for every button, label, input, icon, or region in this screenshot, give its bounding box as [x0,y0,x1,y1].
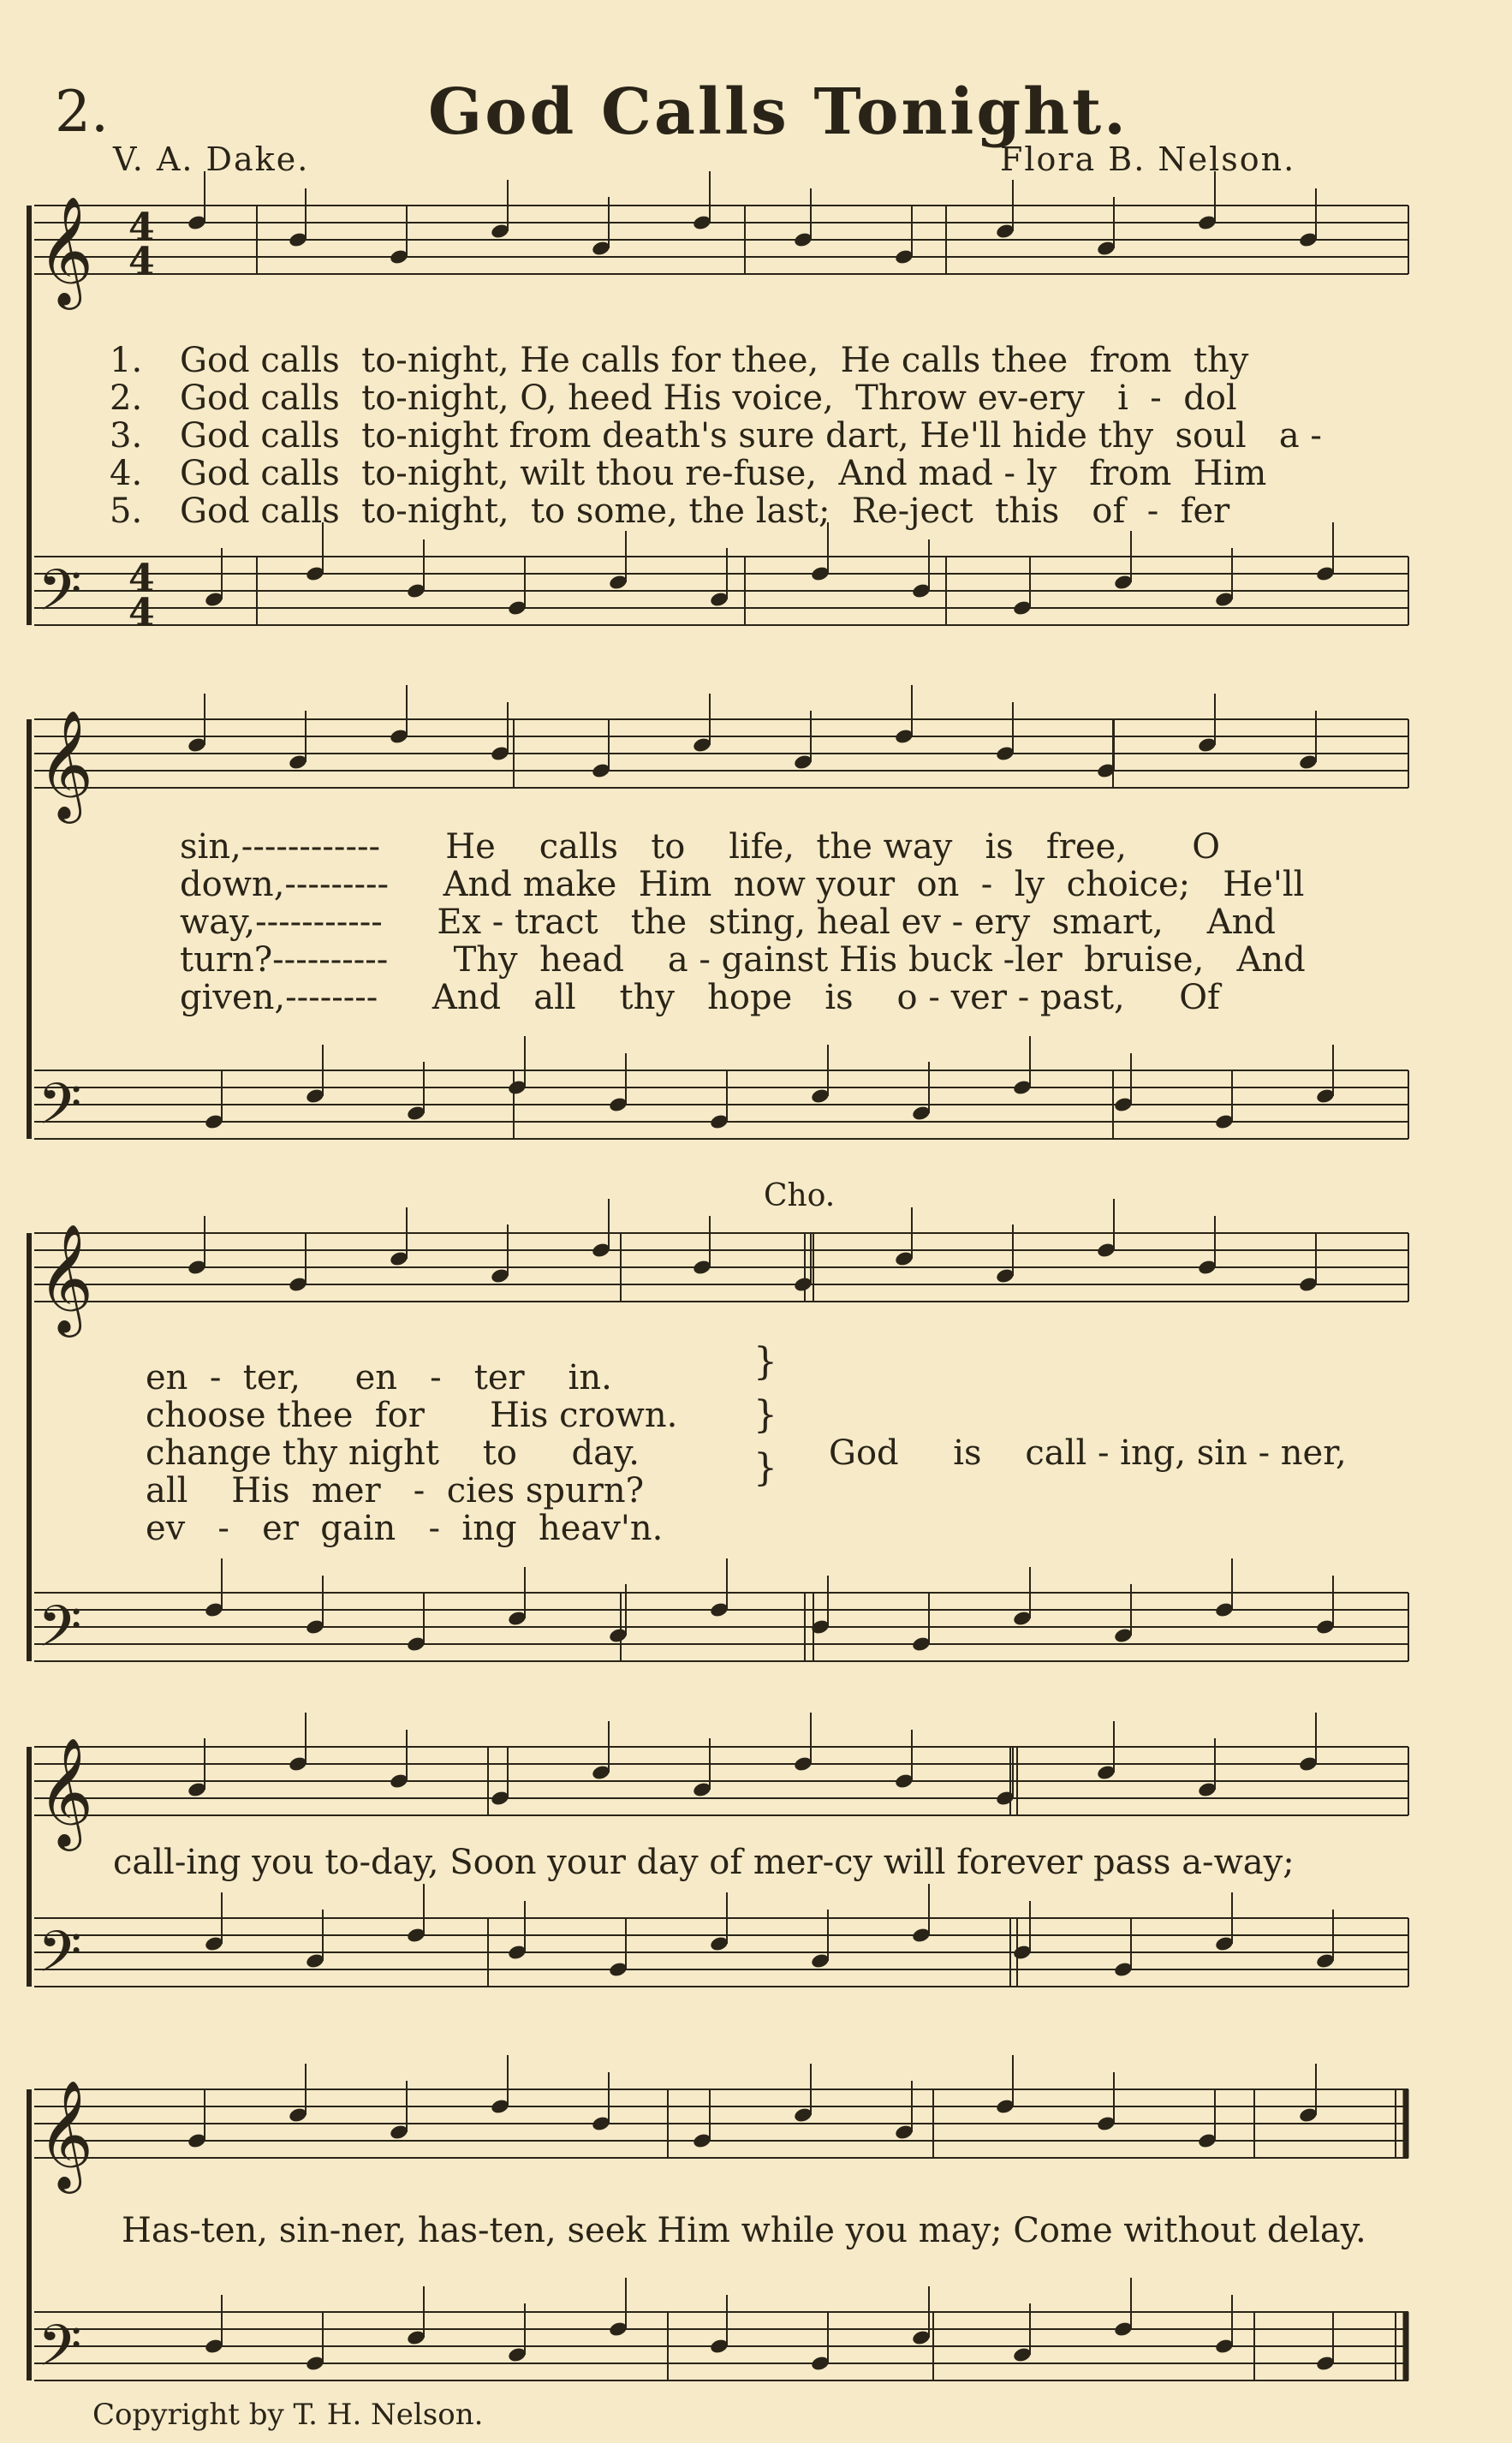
svg-text:𝄞: 𝄞 [38,1737,94,1846]
verse-number: 3. [110,416,143,456]
svg-text:𝄞: 𝄞 [38,2079,94,2189]
lyric-line: God calls to-night, He calls for thee, He calls thee from thy [180,341,1249,380]
svg-text:𝄢: 𝄢 [38,1594,82,1673]
staff-system-1-treble [34,206,1408,274]
verse-number: 1. [110,341,143,380]
svg-text:𝄢: 𝄢 [38,1919,82,1999]
lyric-line: way,----------- Ex - tract the sting, heal ev - ery smart, And [180,903,1276,942]
lyric-line: God calls to-night, to some, the last; Re-ject this of - fer [180,492,1230,531]
hymn-number: 2. [55,79,109,145]
lyric-line: down,--------- And make Him now your on - ly choice; He'll [180,865,1305,904]
lyric-line: all His mer - cies spurn? [146,1471,645,1510]
lyric-line: ev - er gain - ing heav'n. [146,1509,664,1548]
lyric-line: choose thee for His crown. [146,1396,678,1435]
svg-text:𝄞: 𝄞 [38,709,94,819]
chorus-lyric-line: God is call - ing, sin - ner, [829,1433,1347,1473]
verse-number: 2. [110,378,143,418]
verse-number: 4. [110,454,143,493]
svg-text:4: 4 [128,557,155,600]
author-credit: Flora B. Nelson. [1000,140,1296,178]
verse-number: 5. [110,492,143,531]
lyric-line: God calls to-night from death's sure dart, He'll hide thy soul a - [180,416,1322,456]
svg-text:𝄢: 𝄢 [38,557,82,637]
lyric-line: change thy night to day. [146,1433,640,1473]
lyric-line: turn?---------- Thy head a - gainst His buck -ler bruise, And [180,940,1306,980]
svg-text:𝄞: 𝄞 [38,195,94,305]
copyright-notice: Copyright by T. H. Nelson. [92,2398,484,2432]
lyric-line: God calls to-night, wilt thou re-fuse, And mad - ly from Him [180,454,1267,493]
svg-text:4: 4 [128,591,155,635]
svg-text:4: 4 [128,240,155,283]
chorus-lyric-line: Has-ten, sin-ner, has-ten, seek Him while you may; Come without delay. [122,2211,1366,2250]
hymn-title: God Calls Tonight. [428,75,1128,149]
svg-text:𝄢: 𝄢 [38,1071,82,1151]
svg-text:𝄢: 𝄢 [38,2313,82,2392]
svg-text:4: 4 [128,206,155,249]
staff-system-1-bass [34,557,1408,625]
composer-credit: V. A. Dake. [113,140,310,178]
svg-text:𝄞: 𝄞 [38,1223,94,1332]
lyric-line: en - ter, en - ter in. [146,1358,612,1397]
lyric-line: God calls to-night, O, heed His voice, Throw ev-ery i - dol [180,378,1237,418]
lyric-line: sin,------------ He calls to life, the way is free, O [180,827,1220,867]
lyric-line: given,-------- And all thy hope is o - ver - past, Of [180,978,1220,1017]
chorus-label: Cho. [764,1178,836,1213]
verse-brace: } } } [753,1340,777,1490]
chorus-lyric-line: call-ing you to-day, Soon your day of mer-cy will forever pass a-way; [113,1843,1295,1882]
